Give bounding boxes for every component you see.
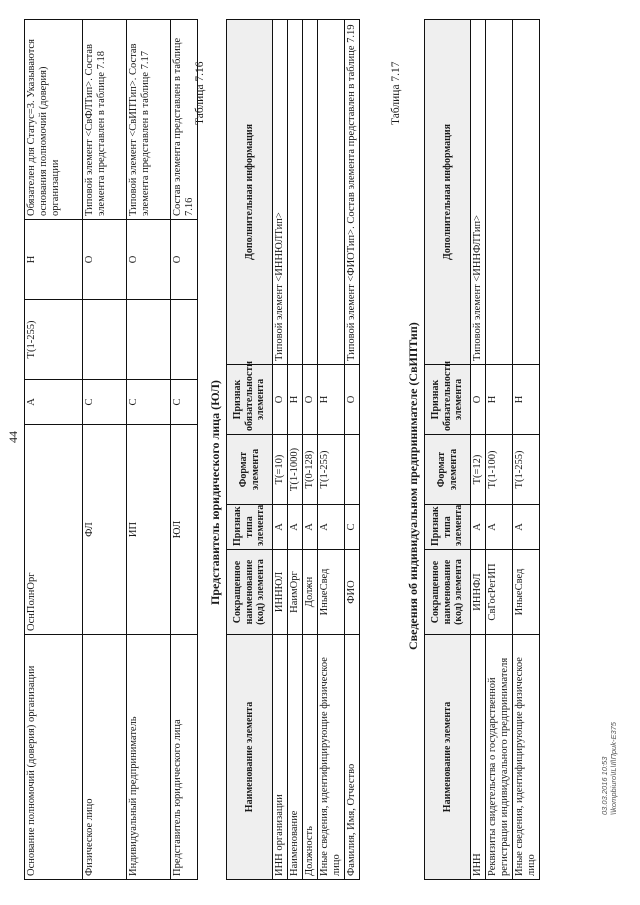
cell: Наименование bbox=[288, 635, 303, 880]
cell: О bbox=[273, 365, 288, 435]
cell: А bbox=[25, 380, 83, 425]
column-header: Признак обязательности элемента bbox=[425, 365, 471, 435]
table-number: Таблица 7.17 bbox=[390, 61, 402, 125]
cell: Типовой элемент <ИННФЛТип> bbox=[471, 20, 486, 365]
cell bbox=[83, 300, 127, 380]
cell: О bbox=[303, 365, 318, 435]
cell: Т(1-255) bbox=[513, 435, 540, 505]
table-header-row bbox=[425, 20, 471, 880]
cell: О bbox=[171, 220, 198, 300]
cell: А bbox=[273, 505, 288, 550]
cell: ИныеСвед bbox=[318, 550, 345, 635]
cell: ФИО bbox=[345, 550, 360, 635]
table-row bbox=[25, 20, 83, 880]
table-row bbox=[288, 20, 303, 880]
continuation-table bbox=[24, 19, 198, 880]
cell: ИННФЛ bbox=[471, 550, 486, 635]
table-row bbox=[303, 20, 318, 880]
cell: Т(0-128) bbox=[303, 435, 318, 505]
cell: Типовой элемент <СвФЛТип>. Состав элемента представлен в таблице 7.18 bbox=[83, 20, 127, 220]
cell: НаимОрг bbox=[288, 550, 303, 635]
cell: С bbox=[345, 505, 360, 550]
column-header: Признак типа элемента bbox=[227, 505, 273, 550]
cell: ИНН bbox=[471, 635, 486, 880]
column-header: Формат элемента bbox=[425, 435, 471, 505]
column-header: Дополнительная информация bbox=[227, 20, 273, 365]
table-7-17 bbox=[424, 19, 540, 880]
cell: Типовой элемент <ИННЮЛТип> bbox=[273, 20, 288, 365]
cell: Обязателен для Статус=3. Указываются основания полномочий (доверия) организации bbox=[25, 20, 83, 220]
cell: О bbox=[83, 220, 127, 300]
cell: Н bbox=[318, 365, 345, 435]
cell: Н bbox=[25, 220, 83, 300]
page-number: 44 bbox=[6, 431, 20, 443]
cell: Основание полномочий (доверия) организации bbox=[25, 635, 83, 880]
cell: Типовой элемент <СвИПТип>. Состав элемента представлен в таблице 7.17 bbox=[127, 20, 171, 220]
table-number: Таблица 7.16 bbox=[194, 61, 206, 125]
column-header: Формат элемента bbox=[227, 435, 273, 505]
cell: А bbox=[303, 505, 318, 550]
cell: Иные сведения, идентифицирующие физическое лицо bbox=[318, 635, 345, 880]
cell bbox=[303, 20, 318, 365]
cell: ИП bbox=[127, 425, 171, 635]
cell: С bbox=[171, 380, 198, 425]
print-stamp bbox=[600, 722, 618, 815]
column-header: Наименование элемента bbox=[425, 635, 471, 880]
cell: А bbox=[471, 505, 486, 550]
cell bbox=[345, 435, 360, 505]
cell: Т(1-100) bbox=[486, 435, 513, 505]
cell: Состав элемента представлен в таблице 7.16 bbox=[171, 20, 198, 220]
cell: Т(1-255) bbox=[25, 300, 83, 380]
cell: СвГосРегИП bbox=[486, 550, 513, 635]
cell: А bbox=[513, 505, 540, 550]
cell: Т(1-1000) bbox=[288, 435, 303, 505]
table-7-16 bbox=[226, 19, 360, 880]
cell: ФЛ bbox=[83, 425, 127, 635]
table-row bbox=[345, 20, 360, 880]
table-row bbox=[127, 20, 171, 880]
cell: ИНН организации bbox=[273, 635, 288, 880]
column-header: Сокращенное наименование (код) элемента bbox=[425, 550, 471, 635]
cell: О bbox=[471, 365, 486, 435]
cell: О bbox=[345, 365, 360, 435]
cell: С bbox=[127, 380, 171, 425]
column-header: Сокращенное наименование (код) элемента bbox=[227, 550, 273, 635]
cell: ОснПолнОрг bbox=[25, 425, 83, 635]
cell bbox=[513, 20, 540, 365]
cell: Типовой элемент <ФИОТип>. Состав элемента представлен в таблице 7.19 bbox=[345, 20, 360, 365]
cell: Представитель юридического лица bbox=[171, 635, 198, 880]
table-row bbox=[83, 20, 127, 880]
table-header-row bbox=[227, 20, 273, 880]
cell: А bbox=[486, 505, 513, 550]
cell: Т(1-255) bbox=[318, 435, 345, 505]
column-header: Признак обязательности элемента bbox=[227, 365, 273, 435]
table-title: Сведения об индивидуальном предпринимателе (СвИПТип) bbox=[406, 322, 420, 650]
table-row bbox=[171, 20, 198, 880]
cell bbox=[318, 20, 345, 365]
cell: Индивидуальный предприниматель bbox=[127, 635, 171, 880]
cell: Т(=10) bbox=[273, 435, 288, 505]
cell: Н bbox=[486, 365, 513, 435]
cell: Т(=12) bbox=[471, 435, 486, 505]
cell: Физическое лицо bbox=[83, 635, 127, 880]
cell bbox=[171, 300, 198, 380]
cell bbox=[127, 300, 171, 380]
column-header: Наименование элемента bbox=[227, 635, 273, 880]
cell: Должн bbox=[303, 550, 318, 635]
table-row bbox=[318, 20, 345, 880]
cell: ЮЛ bbox=[171, 425, 198, 635]
cell: О bbox=[127, 220, 171, 300]
table-row bbox=[486, 20, 513, 880]
table-row bbox=[513, 20, 540, 880]
cell: Реквизиты свидетельства о государственной регистрации индивидуального предпринимателя bbox=[486, 635, 513, 880]
cell: С bbox=[83, 380, 127, 425]
cell: Фамилия, Имя, Отчество bbox=[345, 635, 360, 880]
cell: А bbox=[288, 505, 303, 550]
table-title: Представитель юридического лица (ЮЛ) bbox=[208, 380, 222, 605]
cell: Н bbox=[288, 365, 303, 435]
cell bbox=[288, 20, 303, 365]
stamp-line: 03.03.2016 10:53 bbox=[600, 756, 609, 815]
cell: ИныеСвед bbox=[513, 550, 540, 635]
column-header: Дополнительная информация bbox=[425, 20, 471, 365]
cell bbox=[486, 20, 513, 365]
column-header: Признак типа элемента bbox=[425, 505, 471, 550]
cell: Должность bbox=[303, 635, 318, 880]
cell: Н bbox=[513, 365, 540, 435]
cell: ИННЮЛ bbox=[273, 550, 288, 635]
table-row bbox=[273, 20, 288, 880]
stamp-line: \\kompbiuro\IL\Il\Приk-E375 bbox=[609, 722, 618, 815]
table-row bbox=[471, 20, 486, 880]
cell: Иные сведения, идентифицирующие физическое лицо bbox=[513, 635, 540, 880]
cell: А bbox=[318, 505, 345, 550]
